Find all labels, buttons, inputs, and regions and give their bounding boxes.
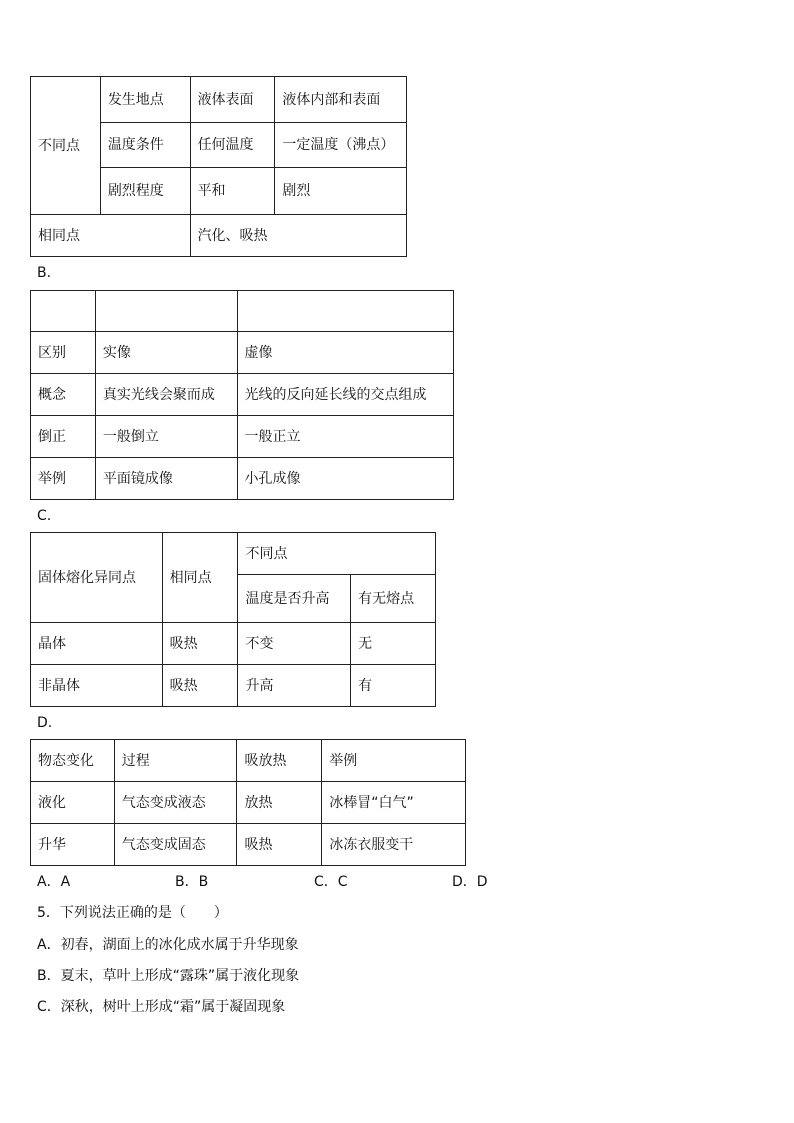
- table-cell: 相同点: [31, 215, 191, 257]
- table-cell: 有: [351, 665, 436, 707]
- table-cell: 倒正: [31, 416, 96, 458]
- table-cell: 光线的反向延长线的交点组成: [237, 374, 453, 416]
- table-cell: 汽化、吸热: [190, 215, 406, 257]
- question-5-choice-b[interactable]: B．夏末，草叶上形成“露珠”属于液化现象: [37, 968, 300, 984]
- option-label-b: B.: [37, 265, 52, 281]
- table-cell: 液化: [31, 782, 115, 824]
- table-cell: 举例: [31, 458, 96, 500]
- table-header-cell: 相同点: [162, 533, 238, 623]
- table-cell: 虚像: [237, 332, 453, 374]
- question-5-choice-c[interactable]: C．深秋，树叶上形成“霜”属于凝固现象: [37, 999, 286, 1015]
- table-cell: 温度条件: [100, 123, 190, 168]
- question-5-choice-a[interactable]: A．初春，湖面上的冰化成水属于升华现象: [37, 937, 299, 953]
- table-cell: 冰冻衣服变干: [322, 824, 466, 866]
- table-cell: 举例: [322, 740, 466, 782]
- table-header-cell: 固体熔化异同点: [31, 533, 163, 623]
- table-header-cell: 有无熔点: [351, 575, 436, 623]
- table-cell: 吸热: [237, 824, 322, 866]
- table-cell: 冰棒冒“白气”: [322, 782, 466, 824]
- table-cell: 非晶体: [31, 665, 163, 707]
- table-cell: 液体表面: [190, 77, 275, 123]
- table-cell: 剧烈: [275, 168, 407, 215]
- table-cell: 晶体: [31, 623, 163, 665]
- table-cell: 任何温度: [190, 123, 275, 168]
- table-cell: 升华: [31, 824, 115, 866]
- comparison-table-a: [30, 76, 407, 257]
- table-cell: 不同点: [31, 77, 101, 215]
- table-cell: 平和: [190, 168, 275, 215]
- table-cell: 平面镜成像: [95, 458, 237, 500]
- table-cell: [237, 291, 453, 332]
- table-cell: 概念: [31, 374, 96, 416]
- table-cell: 一般倒立: [95, 416, 237, 458]
- table-cell: 无: [351, 623, 436, 665]
- table-header-cell: 不同点: [238, 533, 436, 575]
- table-cell: 吸热: [162, 665, 238, 707]
- table-cell: 物态变化: [31, 740, 115, 782]
- table-cell: 升高: [238, 665, 351, 707]
- table-cell: 液体内部和表面: [275, 77, 407, 123]
- table-cell: 发生地点: [100, 77, 190, 123]
- table-cell: 真实光线会聚而成: [95, 374, 237, 416]
- table-cell: 气态变成固态: [114, 824, 237, 866]
- table-cell: 实像: [95, 332, 237, 374]
- option-label-d: D.: [37, 715, 53, 731]
- table-cell: 过程: [114, 740, 237, 782]
- table-cell: 剧烈程度: [100, 168, 190, 215]
- answer-option-d[interactable]: D．D: [452, 874, 488, 890]
- answer-option-b[interactable]: B．B: [175, 874, 209, 890]
- table-header-cell: 温度是否升高: [238, 575, 351, 623]
- table-cell: 气态变成液态: [114, 782, 237, 824]
- question-5-stem: 5．下列说法正确的是（ ）: [37, 905, 228, 921]
- comparison-table-c: [30, 532, 436, 707]
- table-cell: 放热: [237, 782, 322, 824]
- table-cell: [95, 291, 237, 332]
- table-cell: [31, 291, 96, 332]
- table-cell: 吸热: [162, 623, 238, 665]
- comparison-table-d: [30, 739, 466, 866]
- answer-option-a[interactable]: A．A: [37, 874, 71, 890]
- comparison-table-b: [30, 290, 454, 500]
- table-cell: 一般正立: [237, 416, 453, 458]
- table-cell: 吸放热: [237, 740, 322, 782]
- table-cell: 一定温度（沸点）: [275, 123, 407, 168]
- table-cell: 不变: [238, 623, 351, 665]
- table-cell: 区别: [31, 332, 96, 374]
- table-cell: 小孔成像: [237, 458, 453, 500]
- answer-option-c[interactable]: C．C: [314, 874, 348, 890]
- option-label-c: C.: [37, 508, 52, 524]
